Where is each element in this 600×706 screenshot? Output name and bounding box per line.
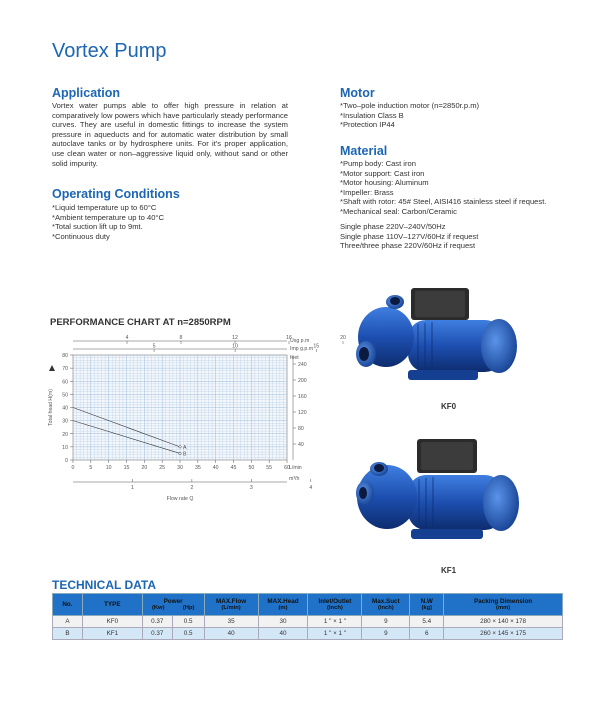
application-heading: Application (52, 86, 121, 100)
col-pack: Packing Dimension (mm) (444, 594, 563, 616)
pump-kf0-caption: KF0 (441, 402, 457, 411)
cell-inlet: 1 " × 1 " (308, 628, 362, 640)
cell-kw: 0.37 (142, 628, 172, 640)
m3h-tick-label: 3 (249, 485, 253, 491)
material-line: *Shaft with rotor: 45# Steel, AISI416 stainless steel if request. (340, 197, 547, 207)
col-hp: (Hp) (182, 605, 195, 611)
y-arrow-icon (49, 365, 55, 371)
x-tick-label: 45 (230, 465, 237, 471)
m3h-tick-label: 1 (130, 485, 134, 491)
col-nw: N.W (kg) (410, 594, 444, 616)
cell-suct: 9 (362, 616, 410, 628)
x-tick-label: 0 (71, 465, 75, 471)
cell-flow: 40 (204, 628, 258, 640)
x-tick-label: 10 (105, 465, 112, 471)
m3h-unit-label: m³/h (289, 476, 300, 482)
series-point (179, 446, 181, 448)
material-line: *Mechanical seal: Carbon/Ceramic (340, 206, 457, 216)
material-line: *Impeller: Brass (340, 187, 394, 197)
x-axis-label: Flow rate Q (166, 496, 194, 502)
motor-line: *Two–pole induction motor (n=2850r.p.m) (340, 101, 480, 110)
operating-heading: Operating Conditions (52, 187, 180, 201)
feet-tick-label: 80 (298, 425, 304, 432)
x-tick-label: 30 (177, 465, 183, 471)
col-flow: MAX.Flow (L/min) (204, 594, 258, 616)
usg-tick-label: 4 (125, 335, 129, 341)
phase-line: Single phase 110V–127V/60Hz if request (340, 231, 479, 241)
motor-heading: Motor (340, 86, 375, 100)
x-tick-label: 25 (159, 465, 166, 471)
chart-grid (73, 355, 287, 460)
pump-kf1-caption: KF1 (441, 566, 457, 575)
series-label: B (183, 451, 187, 458)
y-tick-label: 60 (62, 379, 68, 386)
cell-inlet: 1 " × 1 " (308, 616, 362, 628)
application-text: Vortex water pumps able to offer high pressure in relation at comparatively low powers which have particularly steady performance curves. They are useful in domestic fittings to increase the system pressure in aqueducts and for automatic water distribution by small autoclave tanks or by hydrosphere units. For it's proper application, use clean water or non–aggressive liquid only, without sand or other solid impurity. (52, 101, 288, 168)
cell-no: A (53, 616, 83, 628)
technical-data-table (52, 593, 563, 640)
cell-pack: 280 × 140 × 178 (444, 616, 563, 628)
series-point (179, 452, 181, 454)
y-axis-label: Total head H(m) (48, 389, 54, 426)
x-tick-label: 20 (141, 465, 148, 471)
material-line: *Motor housing: Aluminum (340, 178, 429, 188)
x-tick-label: 15 (123, 465, 130, 471)
imp-tick-label: 10 (232, 343, 239, 350)
m3h-tick-label: 4 (309, 485, 313, 491)
cell-type: KF0 (82, 616, 142, 628)
series-label: A (183, 444, 187, 451)
y-tick-label: 0 (65, 458, 68, 464)
operating-list (52, 203, 164, 241)
page-title: Vortex Pump (52, 40, 167, 62)
operating-line: *Total suction lift up to 9mt. (52, 222, 143, 232)
cell-hp: 0.5 (172, 628, 204, 640)
motor-line: *Insulation Class B (340, 110, 404, 120)
cell-pack: 260 × 145 × 175 (444, 628, 563, 640)
x-tick-label: 35 (194, 465, 201, 471)
cell-head: 30 (258, 616, 308, 628)
usg-tick-label: 8 (179, 335, 183, 341)
usg-unit-label: Usg p.m (290, 338, 310, 344)
usg-tick-label: 20 (340, 335, 346, 341)
material-line: *Pump body: Cast iron (340, 159, 416, 168)
y-tick-label: 30 (62, 418, 68, 425)
feet-tick-label: 40 (298, 441, 304, 448)
performance-chart-title: PERFORMANCE CHART AT n=2850RPM (50, 317, 231, 328)
feet-unit-label: feet (290, 355, 299, 361)
feet-tick-label: 240 (298, 361, 307, 368)
y-tick-label: 10 (62, 444, 68, 451)
material-line: *Motor support: Cast iron (340, 168, 425, 178)
y-tick-label: 80 (62, 353, 68, 359)
x-tick-label: 5 (89, 465, 93, 471)
phase-line: Single phase 220V–240V/50Hz (340, 222, 446, 231)
y-tick-label: 70 (62, 366, 68, 373)
cell-type: KF1 (82, 628, 142, 640)
operating-line: *Liquid temperature up to 60°C (52, 203, 157, 212)
cell-flow: 35 (204, 616, 258, 628)
material-list (340, 159, 546, 217)
pump-kf1-image (353, 433, 525, 553)
col-inlet: Inlet/Outlet (inch) (308, 594, 362, 616)
col-kw: (Kw) (151, 605, 165, 611)
phase-list (340, 222, 478, 251)
phase-line: Three/three phase 220V/60Hz if request (340, 241, 476, 251)
technical-data-heading: TECHNICAL DATA (52, 578, 156, 592)
feet-tick-label: 160 (298, 393, 307, 400)
cell-hp: 0.5 (172, 616, 204, 628)
col-power-label: Power (163, 598, 183, 605)
usg-tick-label: 12 (232, 335, 238, 341)
material-heading: Material (340, 144, 388, 158)
imp-tick-label: 15 (313, 343, 320, 350)
usg-tick-label: 16 (286, 335, 292, 341)
x-tick-label: 40 (212, 465, 219, 471)
x-unit-label: L/min (289, 465, 302, 471)
motor-list (340, 101, 479, 130)
cell-nw: 5.4 (410, 616, 444, 628)
col-suct: Max.Suct (inch) (362, 594, 410, 616)
feet-tick-label: 200 (298, 377, 307, 384)
y-tick-label: 50 (62, 392, 68, 399)
feet-tick-label: 120 (298, 409, 307, 416)
table-header-row (53, 594, 563, 616)
m3h-tick-label: 2 (190, 485, 194, 491)
table-row (53, 616, 563, 628)
x-tick-label: 55 (266, 465, 273, 471)
col-head: MAX.Head (m) (258, 594, 308, 616)
x-tick-label: 50 (248, 465, 255, 471)
cell-kw: 0.37 (142, 616, 172, 628)
col-power (142, 594, 204, 616)
cell-no: B (53, 628, 83, 640)
col-no: No. (53, 594, 83, 616)
operating-line: *Ambient temperature up to 40°C (52, 212, 164, 222)
cell-suct: 9 (362, 628, 410, 640)
y-tick-label: 20 (62, 431, 68, 438)
motor-line: *Protection IP44 (340, 120, 395, 130)
performance-chart (30, 333, 346, 513)
cell-head: 40 (258, 628, 308, 640)
table-row (53, 628, 563, 640)
cell-nw: 6 (410, 628, 444, 640)
operating-line: *Continuous duty (52, 231, 110, 241)
imp-tick-label: 5 (152, 343, 156, 350)
x-tick-label: 60 (284, 465, 290, 471)
col-type: TYPE (82, 594, 142, 616)
imp-unit-label: Imp g.p.m (290, 346, 314, 352)
y-tick-label: 40 (62, 405, 68, 412)
pump-kf0-image (353, 282, 523, 394)
